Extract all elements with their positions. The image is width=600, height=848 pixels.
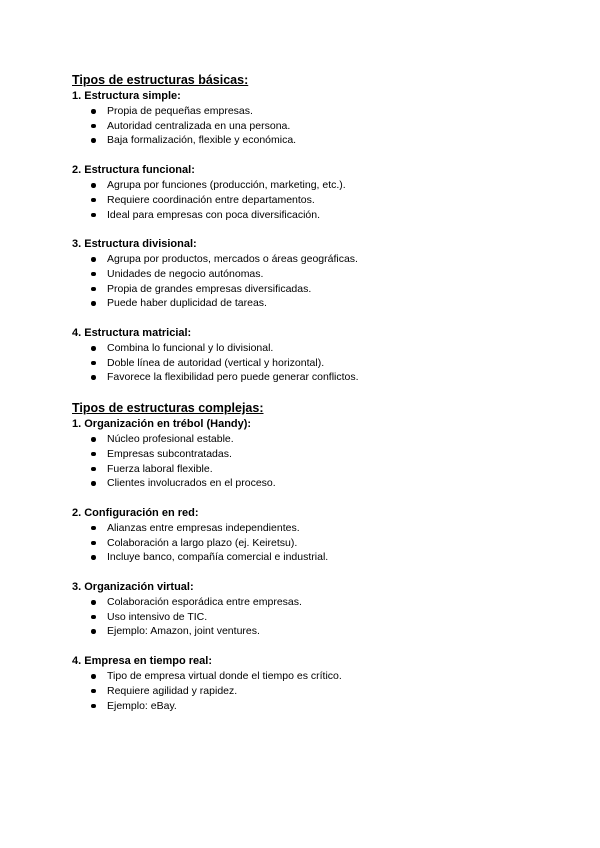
- section-title: 1. Estructura simple:: [72, 90, 181, 102]
- list-item-text: Autoridad centralizada en una persona.: [107, 119, 291, 132]
- bullet-icon: [91, 257, 96, 262]
- section-title: 3. Organización virtual:: [72, 581, 194, 594]
- list-item-text: Baja formalización, flexible y económica.: [107, 134, 297, 147]
- section-title: 3. Estructura divisional:: [72, 238, 197, 251]
- list-item-text: Propia de pequeñas empresas.: [107, 105, 253, 117]
- list-item-text: Incluye banco, compañía comercial e industrial.: [107, 551, 329, 564]
- bullet-icon: [91, 526, 96, 531]
- section-title: 1. Organización en trébol (Handy):: [72, 418, 252, 431]
- list-item-text: Colaboración a largo plazo (ej. Keiretsu).: [107, 536, 298, 549]
- section-title: 4. Estructura matricial:: [72, 327, 192, 340]
- section-matrix: [72, 326, 542, 385]
- list-item: [91, 550, 542, 565]
- bullet-icon: [91, 674, 96, 679]
- list-item: [91, 282, 542, 297]
- bullet-icon: [91, 452, 96, 457]
- list-item: [91, 193, 542, 208]
- section-title: 2. Configuración en red:: [72, 506, 199, 519]
- list-item: [91, 521, 542, 536]
- list-item-text: Unidades de negocio autónomas.: [107, 267, 264, 280]
- list-item: [91, 252, 542, 267]
- list-item-text: Requiere coordinación entre departamentos.: [107, 193, 315, 206]
- bullet-icon: [91, 183, 96, 188]
- section-title: 2. Estructura funcional:: [72, 164, 195, 177]
- list-item-text: Uso intensivo de TIC.: [107, 610, 208, 623]
- list-item-text: Colaboración esporádica entre empresas.: [107, 596, 302, 609]
- bullet-icon: [91, 272, 96, 277]
- group-title: Tipos de estructuras complejas:: [72, 401, 264, 416]
- bullet-icon: [91, 615, 96, 620]
- section-network: [72, 506, 542, 565]
- bullet-icon: [91, 555, 96, 560]
- bullet-icon: [91, 375, 96, 380]
- bullet-icon: [91, 704, 96, 709]
- bullet-icon: [91, 689, 96, 694]
- list-item-text: Ideal para empresas con poca diversificación.: [107, 208, 321, 221]
- bullet-list: [72, 669, 542, 713]
- bullet-icon: [91, 346, 96, 351]
- list-item: [91, 104, 542, 119]
- list-item: [91, 595, 542, 610]
- list-item-text: Combina lo funcional y lo divisional.: [107, 342, 274, 355]
- list-item-text: Doble línea de autoridad (vertical y horizontal).: [107, 356, 325, 369]
- bullet-list: [72, 432, 542, 491]
- bullet-icon: [91, 301, 96, 306]
- list-item-text: Ejemplo: eBay.: [107, 699, 177, 712]
- list-item: [91, 447, 542, 462]
- list-item: [91, 208, 542, 223]
- list-item-text: Puede haber duplicidad de tareas.: [107, 297, 267, 310]
- section-clover: [72, 417, 542, 491]
- bullet-icon: [91, 109, 96, 114]
- bullet-icon: [91, 600, 96, 605]
- list-item: [91, 624, 542, 639]
- section-real-time: [72, 654, 542, 713]
- bullet-list: [72, 252, 542, 311]
- bullet-icon: [91, 198, 96, 203]
- list-item-text: Ejemplo: Amazon, joint ventures.: [107, 625, 260, 638]
- group-basic-structures: [72, 72, 542, 385]
- bullet-icon: [91, 481, 96, 486]
- list-item-text: Fuerza laboral flexible.: [107, 462, 213, 475]
- group-complex-structures: [72, 400, 542, 713]
- document-page: [72, 72, 542, 728]
- list-item: [91, 610, 542, 625]
- list-item: [91, 462, 542, 477]
- list-item-text: Favorece la flexibilidad pero puede generar conflictos.: [107, 371, 359, 384]
- list-item: [91, 296, 542, 311]
- list-item-text: Agrupa por funciones (producción, marketing, etc.).: [107, 179, 346, 192]
- section-divisional: [72, 237, 542, 311]
- list-item: [91, 178, 542, 193]
- bullet-icon: [91, 124, 96, 129]
- list-item-text: Requiere agilidad y rapidez.: [107, 684, 238, 697]
- section-virtual: [72, 580, 542, 639]
- bullet-icon: [91, 541, 96, 546]
- list-item-text: Clientes involucrados en el proceso.: [107, 477, 276, 490]
- list-item: [91, 356, 542, 371]
- bullet-list: [72, 521, 542, 565]
- section-simple: [72, 89, 542, 148]
- list-item-text: Empresas subcontratadas.: [107, 447, 232, 460]
- bullet-list: [72, 104, 542, 148]
- list-item: [91, 341, 542, 356]
- bullet-icon: [91, 361, 96, 366]
- group-title: Tipos de estructuras básicas:: [72, 73, 249, 87]
- bullet-list: [72, 341, 542, 385]
- list-item-text: Núcleo profesional estable.: [107, 433, 234, 446]
- list-item-text: Tipo de empresa virtual donde el tiempo es crítico.: [107, 670, 342, 683]
- list-item: [91, 699, 542, 714]
- list-item: [91, 370, 542, 385]
- list-item-text: Alianzas entre empresas independientes.: [107, 521, 300, 534]
- list-item-text: Agrupa por productos, mercados o áreas geográficas.: [107, 253, 358, 266]
- list-item-text: Propia de grandes empresas diversificadas.: [107, 282, 312, 295]
- bullet-icon: [91, 138, 96, 143]
- bullet-list: [72, 178, 542, 222]
- bullet-icon: [91, 437, 96, 442]
- list-item: [91, 432, 542, 447]
- list-item: [91, 669, 542, 684]
- bullet-icon: [91, 213, 96, 218]
- list-item: [91, 133, 542, 148]
- list-item: [91, 119, 542, 134]
- bullet-icon: [91, 287, 96, 292]
- list-item: [91, 267, 542, 282]
- section-title: 4. Empresa en tiempo real:: [72, 655, 212, 668]
- section-functional: [72, 163, 542, 222]
- bullet-icon: [91, 467, 96, 472]
- list-item: [91, 684, 542, 699]
- bullet-icon: [91, 629, 96, 634]
- list-item: [91, 536, 542, 551]
- list-item: [91, 476, 542, 491]
- bullet-list: [72, 595, 542, 639]
